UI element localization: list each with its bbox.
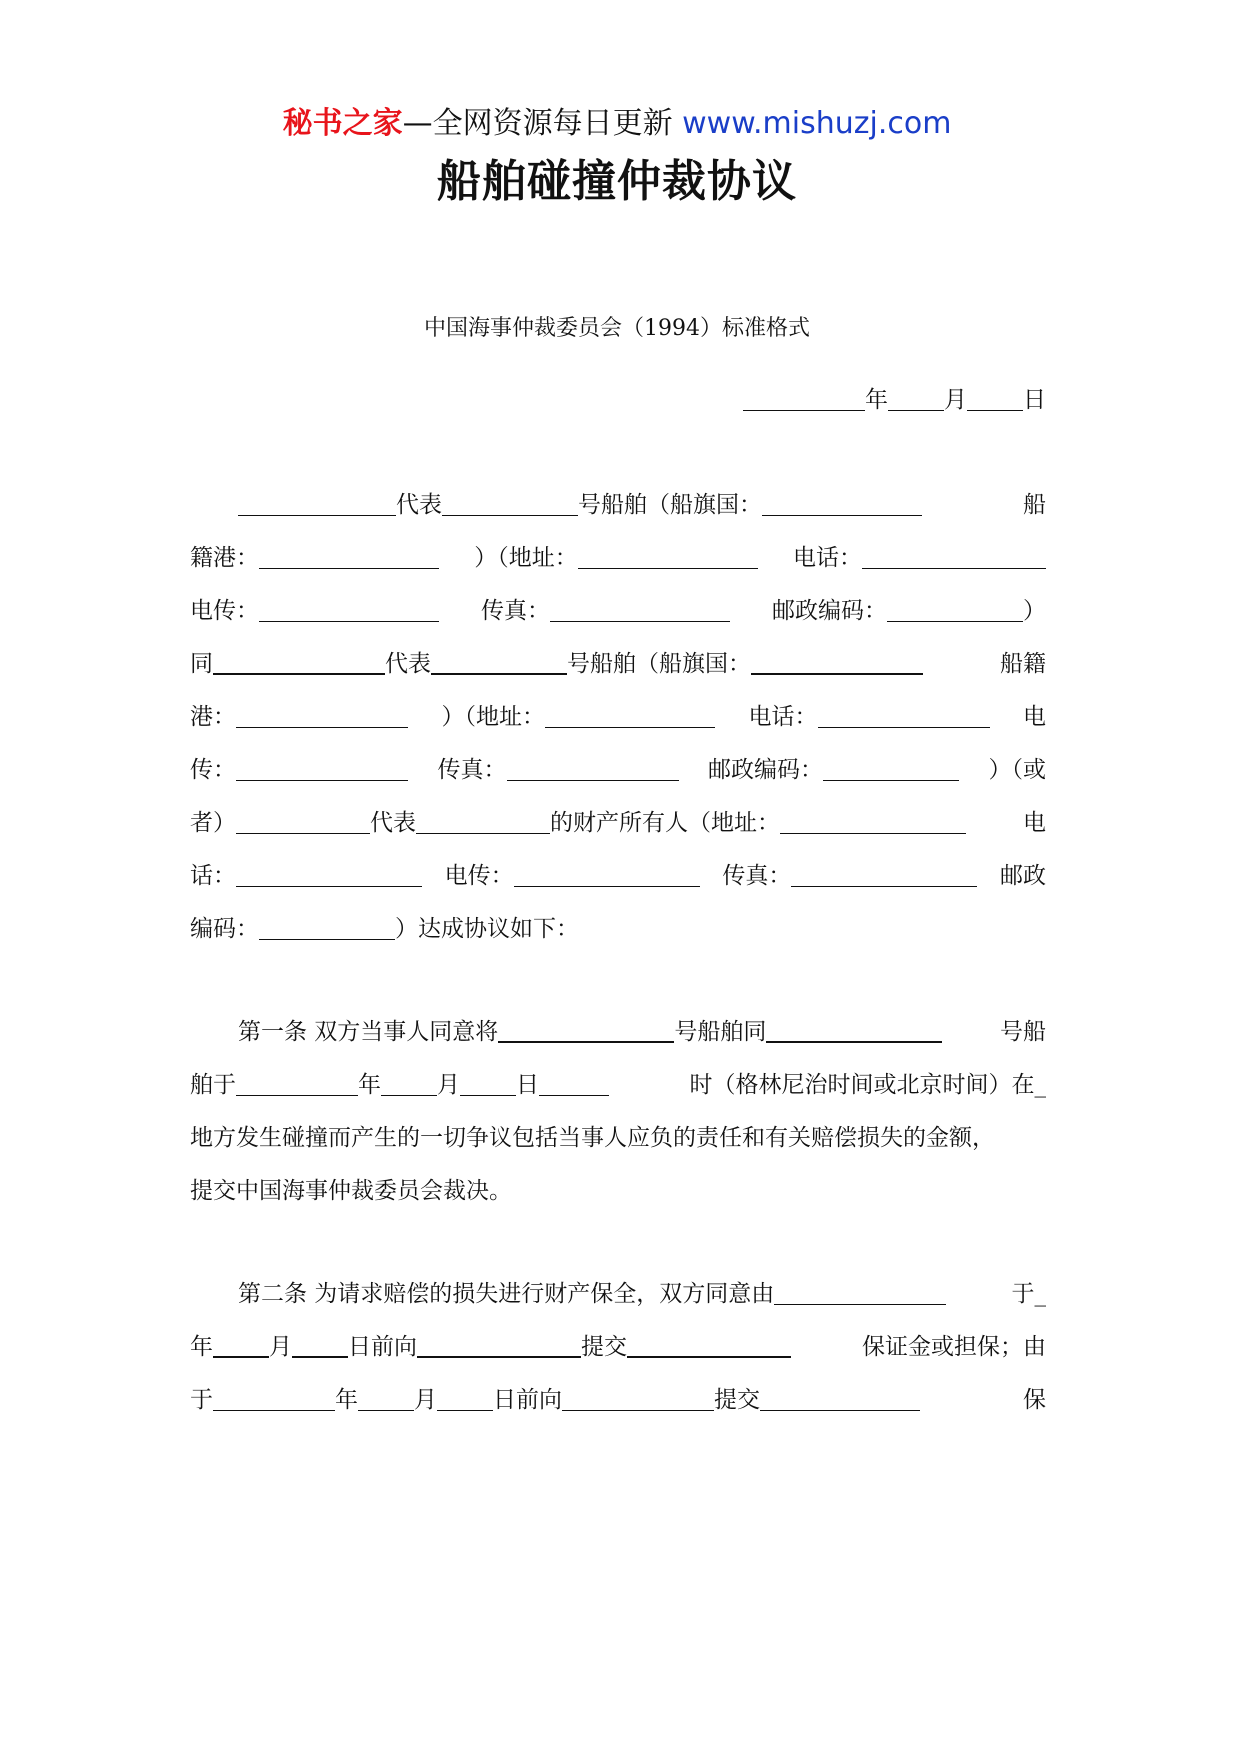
phone1-blank [862, 544, 1046, 569]
article2-heading: 第二条 为请求赔偿的损失进行财产保全，双方同意由 [238, 1281, 775, 1307]
text: 月 [269, 1334, 292, 1360]
telex2-blank [236, 756, 408, 781]
parties-line-2 [190, 542, 1046, 574]
flag2-blank [751, 649, 923, 675]
text: 传真： [722, 863, 792, 889]
parties-line-3 [190, 595, 1046, 627]
text: 提交 [714, 1387, 760, 1413]
address1-blank [578, 544, 758, 569]
deposit2-recipient-blank [562, 1386, 714, 1411]
text: 保证金或担保；由 [862, 1334, 1046, 1360]
text: 同 [190, 651, 213, 677]
deposit2-amount-blank [760, 1386, 920, 1411]
text: 港： [190, 704, 236, 730]
collision-year-blank [236, 1071, 358, 1096]
text: ）（地址： [474, 545, 578, 571]
text: 电话： [748, 704, 818, 730]
party1-blank [238, 491, 396, 516]
deposit-month-blank [213, 1332, 269, 1358]
document-title: 船舶碰撞仲裁协议 [437, 156, 797, 207]
text: ）（地址： [441, 704, 545, 730]
deposit-day-blank [292, 1332, 348, 1358]
month-blank [888, 386, 944, 411]
text: 代表 [370, 810, 416, 836]
article2-line-2 [190, 1331, 1046, 1363]
text: ） [1023, 598, 1046, 624]
text: 月 [437, 1072, 460, 1098]
text: 电传： [444, 863, 514, 889]
text: 电传： [190, 598, 259, 624]
flag1-blank [762, 491, 922, 516]
party2-blank [213, 649, 385, 675]
deposit2-year-blank [213, 1386, 335, 1411]
guarantor-blank [774, 1280, 946, 1305]
text: 邮政编码： [708, 757, 823, 783]
ship-b-blank [766, 1017, 942, 1043]
text: 邮政编码： [772, 598, 887, 624]
text: 者） [190, 810, 236, 836]
text: 传真： [437, 757, 507, 783]
text: 号船舶（船旗国： [578, 492, 762, 518]
article1-heading: 第一条 双方当事人同意将 [238, 1019, 499, 1045]
ship2-blank [431, 649, 567, 675]
text: 话： [190, 863, 236, 889]
deposit2-day-blank [437, 1386, 493, 1411]
parties-line-8 [190, 860, 1046, 892]
parties-line-5 [190, 701, 1046, 733]
text: 时（格林尼治时间或北京时间）在_ [689, 1072, 1046, 1098]
article2-line-3 [190, 1384, 1046, 1416]
date-day-label: 日 [1023, 387, 1046, 413]
text: 电 [1023, 810, 1046, 836]
text: 传真： [481, 598, 550, 624]
fax1-blank [550, 597, 730, 622]
ship-a-blank [498, 1017, 674, 1043]
deposit-recipient-blank [417, 1332, 581, 1358]
text: ）达成协议如下： [395, 916, 579, 942]
postcode3-blank [259, 915, 395, 940]
text: 日前向 [493, 1387, 562, 1413]
text: 船 [1023, 492, 1046, 518]
parties-line-9 [190, 913, 1046, 945]
fax3-blank [791, 862, 977, 887]
address3-blank [780, 809, 966, 834]
text: 月 [414, 1387, 437, 1413]
parties-line-1 [190, 489, 1046, 521]
date-month-label: 月 [944, 387, 967, 413]
article1-line-2 [190, 1069, 1046, 1101]
text: 舶于 [190, 1072, 236, 1098]
article2-line-1 [190, 1278, 1046, 1310]
deposit-amount-blank [627, 1332, 791, 1358]
article1-line-4: 提交中国海事仲裁委员会裁决。 [190, 1178, 512, 1204]
text: 号船舶同 [674, 1019, 767, 1045]
date-year-label: 年 [865, 387, 888, 413]
text: 电 [1023, 704, 1046, 730]
text: 传： [190, 757, 236, 783]
postcode2-blank [823, 756, 959, 781]
telex1-blank [259, 597, 439, 622]
text: 电话： [793, 545, 862, 571]
phone3-blank [236, 862, 422, 887]
port1-blank [259, 544, 439, 569]
text: 年 [190, 1334, 213, 1360]
document-subtitle: 中国海事仲裁委员会（1994）标准格式 [424, 316, 810, 341]
text: 船籍 [1000, 651, 1046, 677]
text: 保 [1023, 1387, 1046, 1413]
phone2-blank [818, 703, 990, 728]
text: 于 [190, 1387, 213, 1413]
parties-line-6 [190, 754, 1046, 786]
text: 号船 [1000, 1019, 1046, 1045]
collision-hour-blank [539, 1071, 609, 1096]
text: 年 [358, 1072, 381, 1098]
year-blank [743, 386, 865, 411]
text: 邮政 [999, 863, 1046, 889]
text: 编码： [190, 916, 259, 942]
port2-blank [236, 703, 408, 728]
collision-month-blank [381, 1071, 437, 1096]
parties-line-4 [190, 648, 1046, 680]
deposit2-month-blank [358, 1386, 414, 1411]
text: 于_ [1011, 1281, 1046, 1307]
text: 代表 [396, 492, 442, 518]
date-line [743, 384, 1046, 416]
site-banner [0, 104, 1234, 144]
party3-blank [236, 809, 370, 834]
banner-brand: 秘书之家 [282, 106, 403, 141]
text: 提交 [581, 1334, 627, 1360]
fax2-blank [507, 756, 679, 781]
text: 日前向 [348, 1334, 417, 1360]
article1-line-1 [190, 1016, 1046, 1048]
banner-tagline: —全网资源每日更新 [402, 106, 683, 141]
text: 代表 [385, 651, 431, 677]
ship1-blank [442, 491, 578, 516]
day-blank [967, 386, 1023, 411]
text: 日 [516, 1072, 539, 1098]
parties-line-7 [190, 807, 1046, 839]
text: ）（或 [988, 757, 1046, 783]
text: 的财产所有人（地址： [550, 810, 780, 836]
telex3-blank [514, 862, 700, 887]
text: 号船舶（船旗国： [567, 651, 751, 677]
text: 年 [335, 1387, 358, 1413]
collision-day-blank [460, 1071, 516, 1096]
property-blank [416, 809, 550, 834]
banner-url-link[interactable]: www.mishuzj.com [682, 106, 952, 141]
text: 籍港： [190, 545, 259, 571]
address2-blank [545, 703, 715, 728]
postcode1-blank [887, 597, 1023, 622]
article1-line-3: 地方发生碰撞而产生的一切争议包括当事人应负的责任和有关赔偿损失的金额， [190, 1125, 995, 1151]
